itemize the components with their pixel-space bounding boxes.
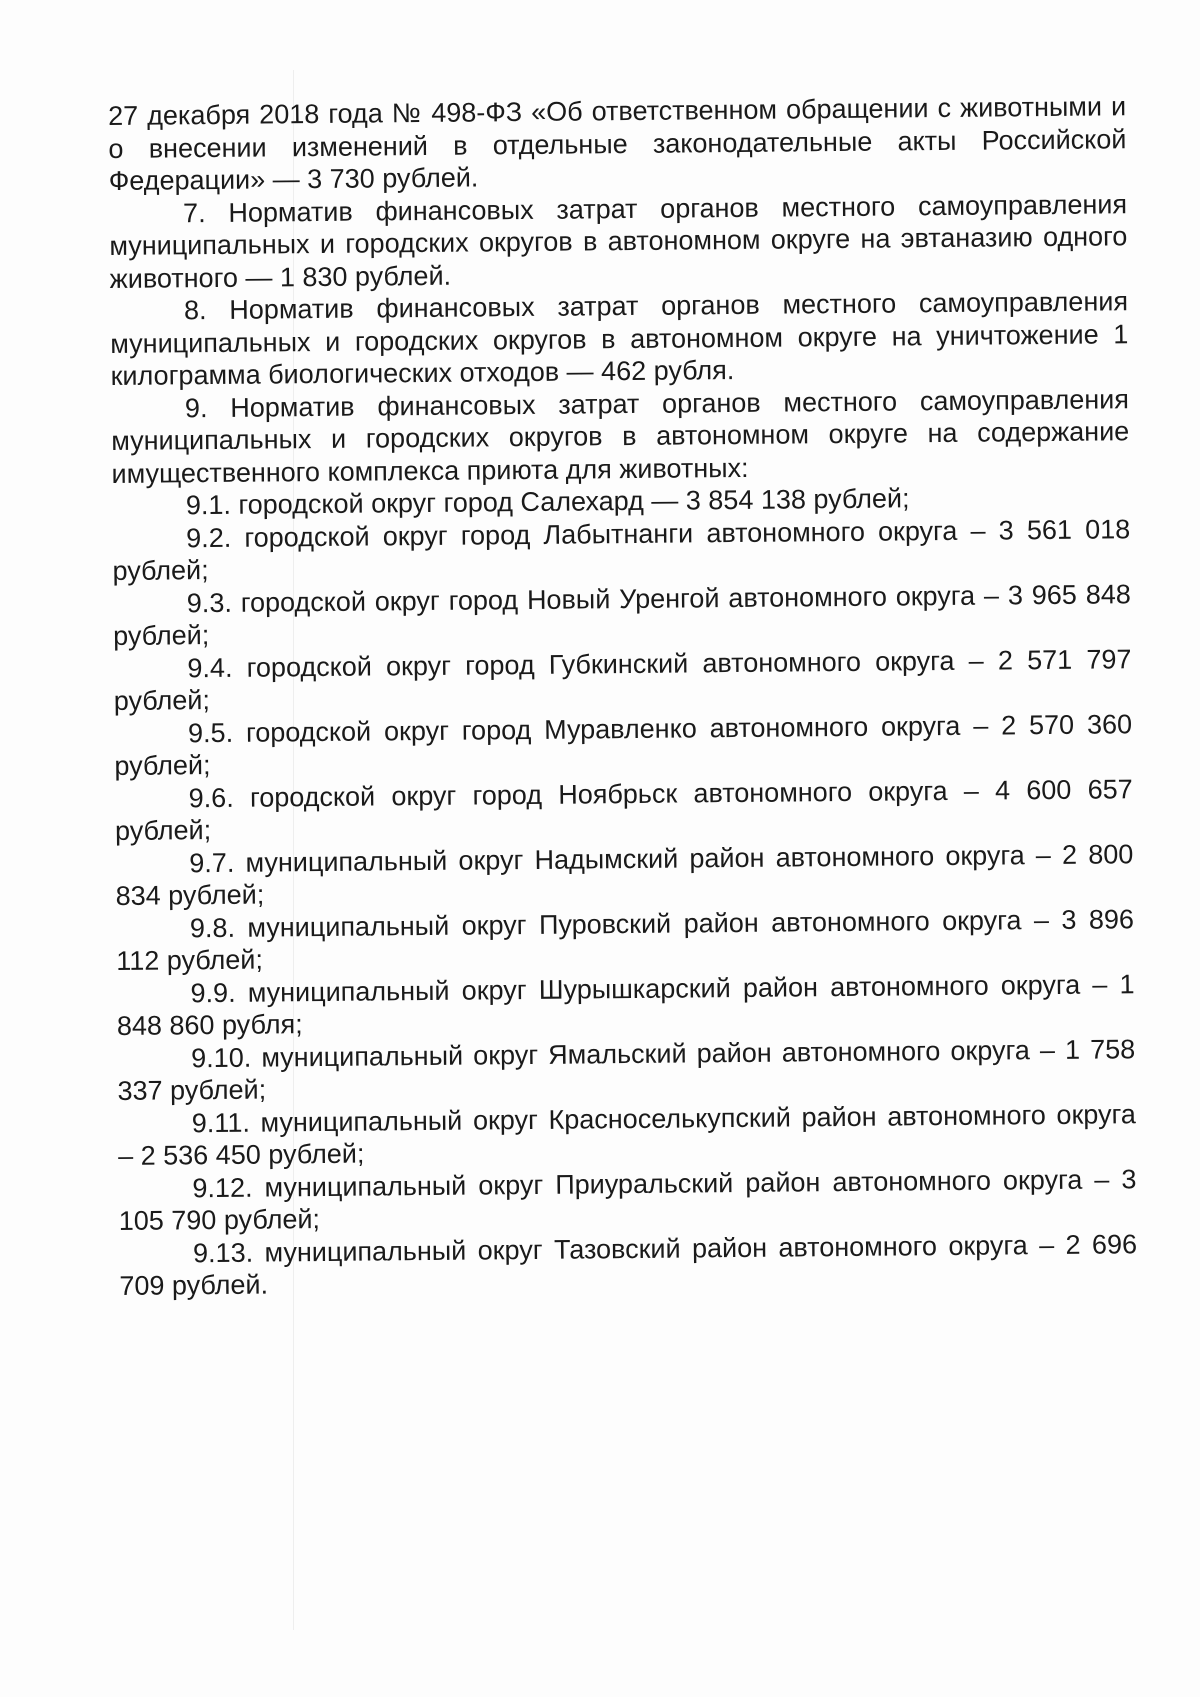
list-item-text: 9.8. муниципальный округ Пуровский район автономного округа – 3 896 112 рублей; <box>116 903 1135 976</box>
list-item-text: 9.13. муниципальный округ Тазовский район автономного округа – 2 696 709 рублей. <box>119 1228 1138 1301</box>
list-item-9-4 <box>113 643 1132 718</box>
list-item-9-2 <box>112 513 1131 588</box>
document-body <box>108 90 1137 1302</box>
list-item-9-13 <box>119 1228 1138 1303</box>
list-item-9-7 <box>115 838 1134 913</box>
list-item-text: 9.5. городской округ город Муравленко автономного округа – 2 570 360 рублей; <box>114 708 1133 781</box>
list-item-text: 9.7. муниципальный округ Надымский район автономного округа – 2 800 834 рублей; <box>115 838 1134 911</box>
list-item-9-11 <box>118 1098 1137 1173</box>
list-item-text: 9.3. городской округ город Новый Уренгой автономного округа – 3 965 848 рублей; <box>113 578 1131 651</box>
paragraph-7 <box>109 188 1128 295</box>
paragraph-8 <box>110 285 1129 392</box>
list-item-text: 9.10. муниципальный округ Ямальский район автономного округа – 1 758 337 рублей; <box>117 1033 1136 1106</box>
list-item-9-3 <box>113 578 1132 653</box>
list-item-text: 9.11. муниципальный округ Красноселькупский район автономного округа – 2 536 450 рублей; <box>117 1098 1136 1171</box>
list-item-text: 9.2. городской округ город Лабытнанги автономного округа – 3 561 018 рублей; <box>112 513 1131 586</box>
list-item-9-6 <box>115 773 1134 848</box>
list-item-9-5 <box>114 708 1133 783</box>
paragraph-text: 7. Норматив финансовых затрат органов местного самоуправления муниципальных и городских округов в автономном округе на эвтаназию одного животного — 1 830 рублей. <box>109 188 1128 294</box>
list-item-text: 9.6. городской округ город Ноябрьск автономного округа – 4 600 657 рублей; <box>114 773 1133 846</box>
list-item-9-9 <box>116 968 1135 1043</box>
paragraph-text: 8. Норматив финансовых затрат органов местного самоуправления муниципальных и городских округов в автономном округе на уничтожение 1 килограмма биологических отходов — 462 рубля. <box>110 286 1129 391</box>
paragraph-text: 27 декабря 2018 года № 498-ФЗ «Об ответственном обращении с животными и о внесении изменений в отдельные законодательные акты Российской Федерации» — 3 730 рублей. <box>108 91 1127 196</box>
paragraph-text: 9. Норматив финансовых затрат органов местного самоуправления муниципальных и городских округов в автономном округе на содержание имущественного комплекса приюта для животных: <box>111 383 1130 489</box>
list-item-text: 9.12. муниципальный округ Приуральский район автономного округа – 3 105 790 рублей; <box>118 1163 1137 1236</box>
list-item-text: 9.1. городской округ город Салехард — 3 854 138 рублей; <box>185 483 910 521</box>
paragraph-intro <box>108 90 1127 197</box>
list-item-9-10 <box>117 1033 1136 1108</box>
list-item-9-8 <box>116 903 1135 978</box>
list-item-9-12 <box>118 1163 1137 1238</box>
list-item-text: 9.9. муниципальный округ Шурышкарский район автономного округа – 1 848 860 рубля; <box>116 968 1135 1041</box>
paragraph-9 <box>111 383 1130 490</box>
list-item-text: 9.4. городской округ город Губкинский автономного округа – 2 571 797 рублей; <box>113 643 1132 716</box>
